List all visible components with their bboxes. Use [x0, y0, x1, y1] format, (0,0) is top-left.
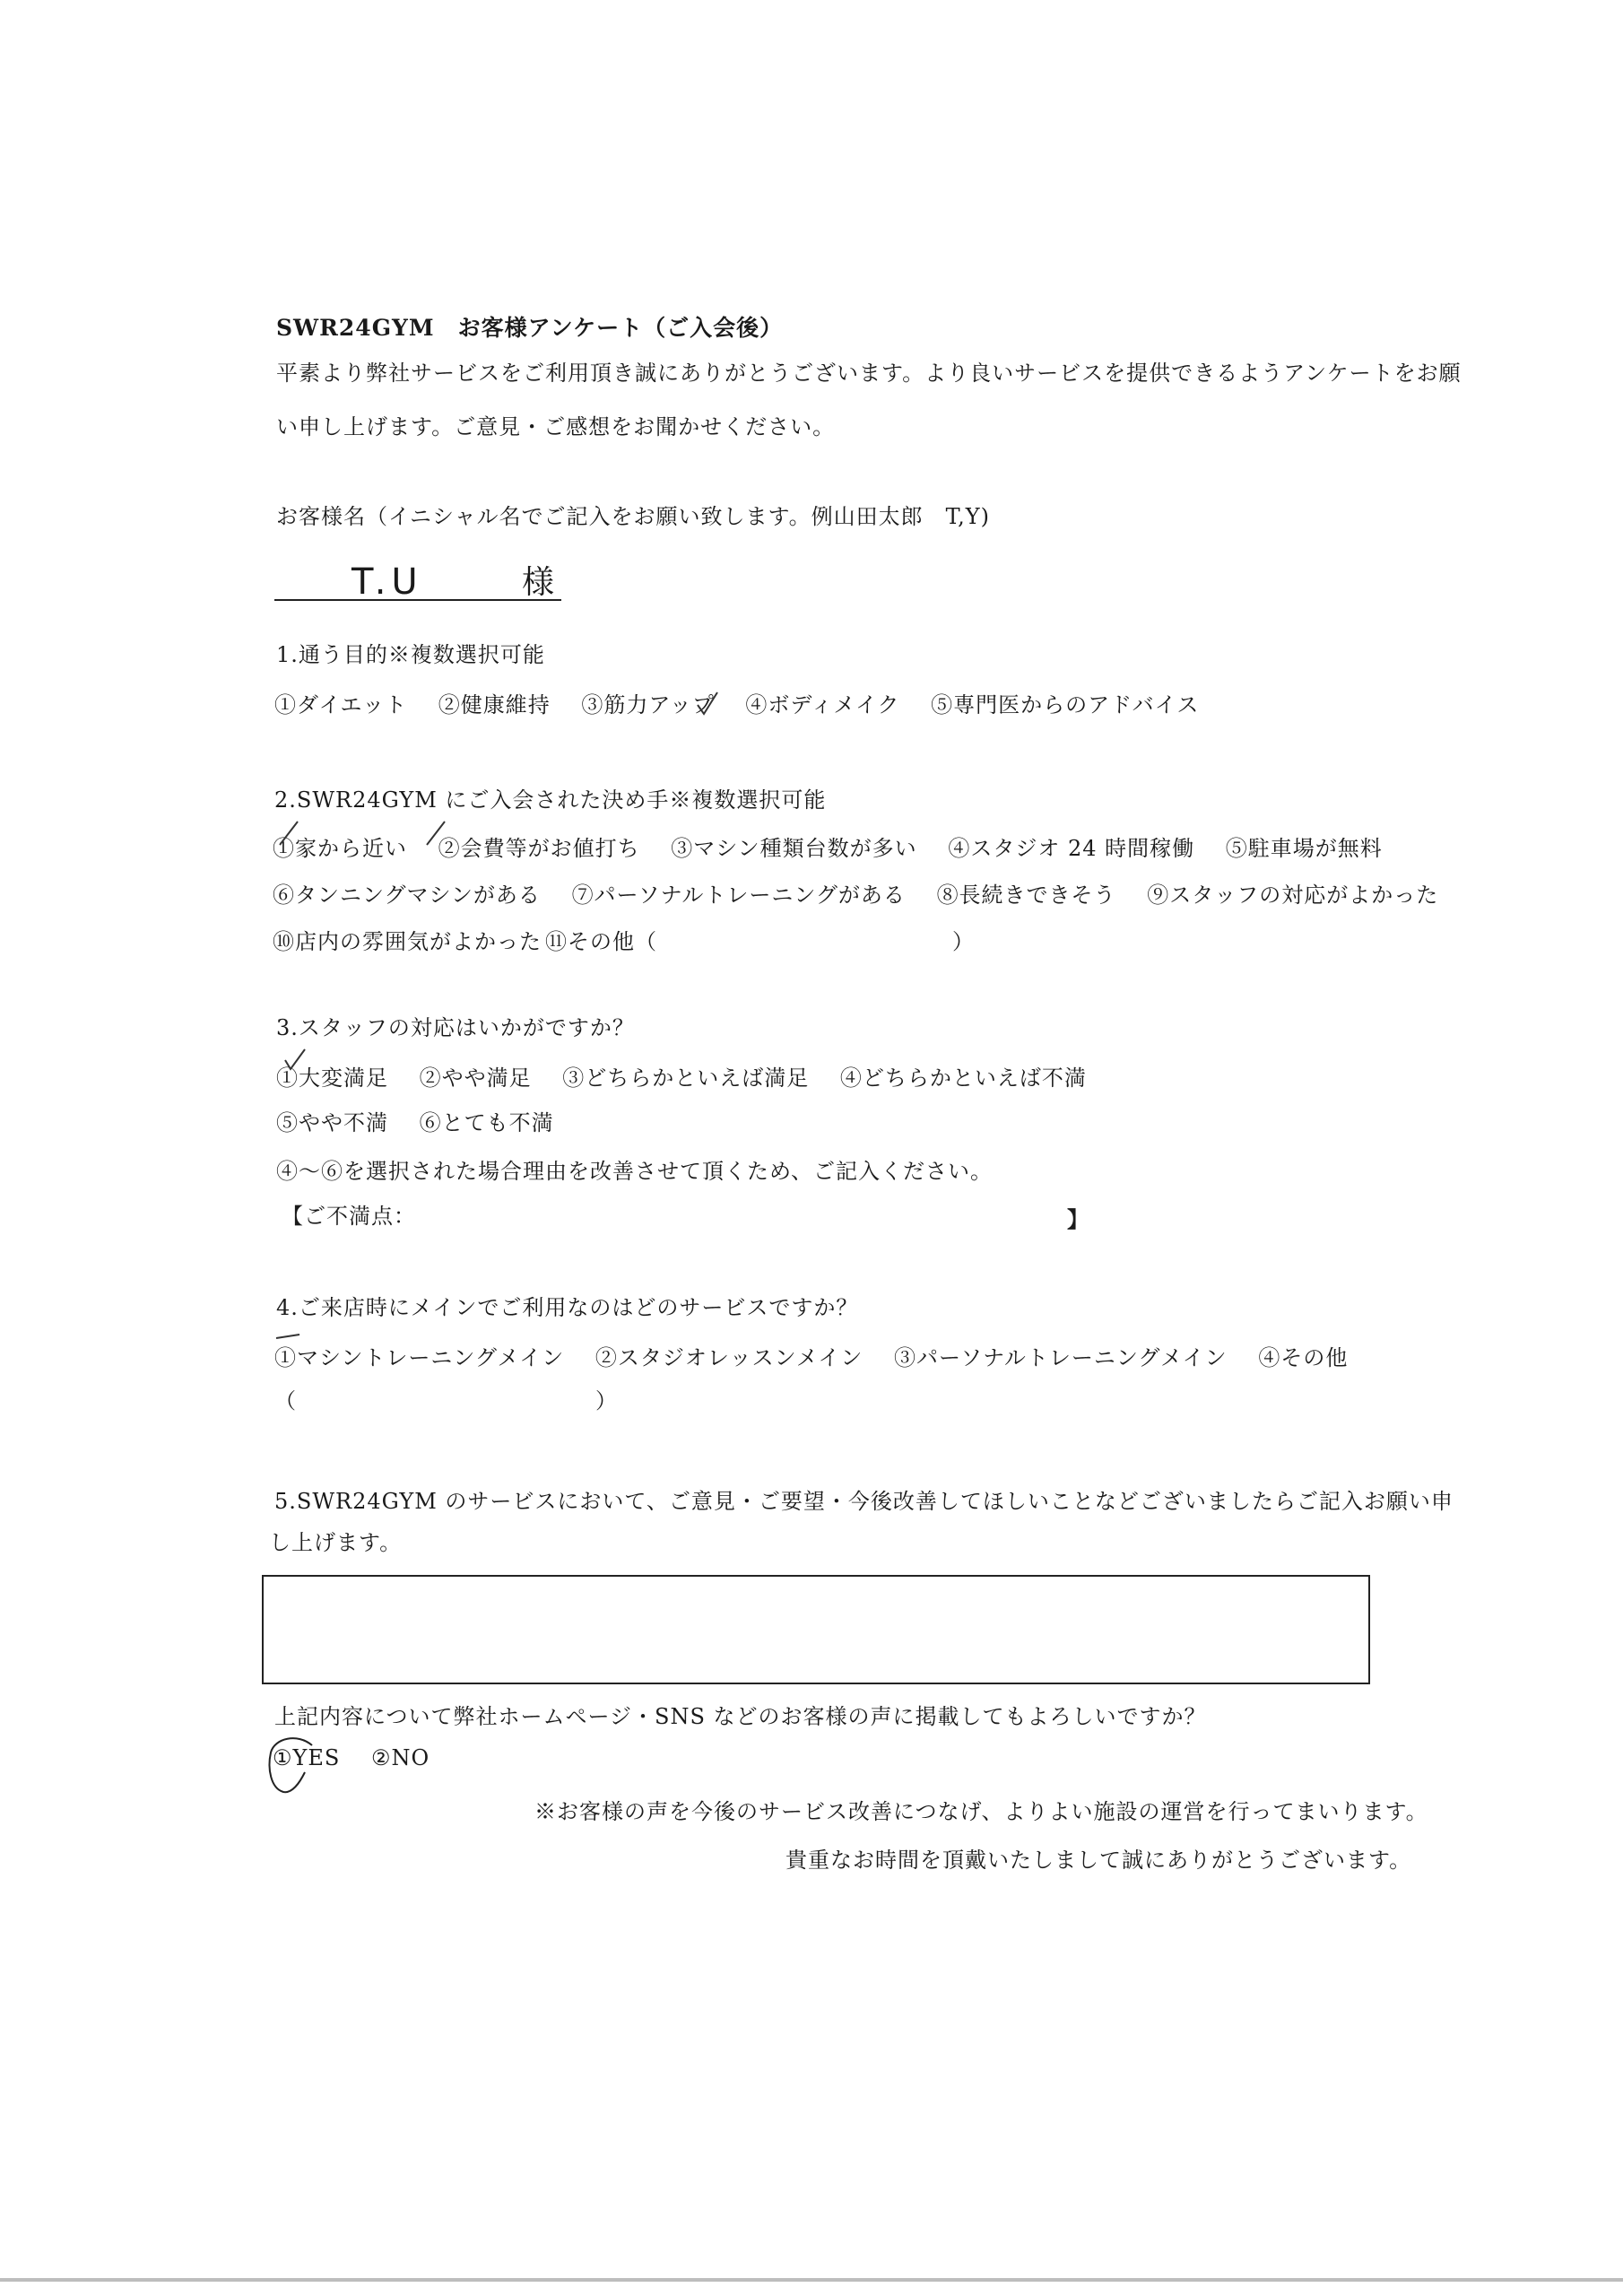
q3-row-1 — [276, 1064, 1110, 1092]
q4-question: 4.ご来店時にメインでご利用なのはどのサービスですか？ — [276, 1295, 859, 1320]
q1-question: 1.通う目的※複数選択可能 — [276, 642, 545, 667]
q3-note: ④～⑥を選択された場合理由を改善させて頂くため、ご記入ください。 — [276, 1159, 994, 1184]
q3-option-very-dissatisfied[interactable]: ⑥とても不満 — [419, 1110, 554, 1135]
q2-option-tanning[interactable]: ⑥タンニングマシンがある — [273, 883, 541, 908]
q3-complaint-label[interactable]: 【ご不満点： — [282, 1204, 416, 1229]
q2-option-other[interactable]: ⑪その他（ — [545, 929, 657, 954]
q4-option-other[interactable]: ④その他 — [1258, 1345, 1349, 1370]
footer-line-1: ※お客様の声を今後のサービス改善につなげ、よりよい施設の運営を行ってまいります。 — [534, 1799, 1428, 1824]
q2-check-near-home-icon — [274, 820, 301, 847]
q1-option-diet[interactable]: ①ダイエット — [274, 692, 408, 718]
publish-question: 上記内容について弊社ホームページ・SNS などのお客様の声に掲載してもよろしいですか？ — [274, 1704, 1207, 1729]
q2-option-machines[interactable]: ③マシン種類台数が多い — [671, 836, 917, 861]
q2-option-fee[interactable]: ②会費等がお値打ち — [438, 836, 640, 861]
q5-question-line-2: し上げます。 — [269, 1530, 403, 1555]
q2-option-atmosphere[interactable]: ⑩店内の雰囲気がよかった — [273, 929, 542, 954]
q4-option-studio[interactable]: ②スタジオレッスンメイン — [595, 1345, 864, 1370]
q3-option-somewhat-dissatisfied[interactable]: ④どちらかといえば不満 — [839, 1065, 1087, 1091]
intro-line-1: 平素より弊社サービスをご利用頂き誠にありがとうございます。より良いサービスを提供できるようアンケートをお願 — [276, 361, 1462, 386]
q4-other-open: （ — [274, 1388, 297, 1413]
q4-options — [274, 1344, 1371, 1372]
scan-bottom-edge — [0, 2278, 1623, 2282]
name-suffix: 様 — [522, 564, 556, 601]
q2-question: 2.SWR24GYM にご入会された決め手※複数選択可能 — [274, 787, 827, 813]
name-label: お客様名（イニシャル名でご記入をお願い致します。例山田太郎 T,Y) — [276, 504, 990, 529]
q5-question-line-1: 5.SWR24GYM のサービスにおいて、ご意見・ご要望・今後改善してほしいことなどございましたらご記入お願い申 — [274, 1489, 1454, 1514]
q3-option-somewhat-satisfied[interactable]: ③どちらかといえば満足 — [562, 1065, 810, 1091]
q2-option-personal[interactable]: ⑦パーソナルトレーニングがある — [571, 883, 906, 908]
q3-option-very-satisfied[interactable]: ①大変満足 — [276, 1065, 388, 1091]
q3-option-satisfied[interactable]: ②やや満足 — [419, 1065, 532, 1091]
survey-title: SWR24GYM お客様アンケート（ご入会後） — [276, 315, 784, 341]
q2-option-continue[interactable]: ⑧長続きできそう — [936, 883, 1116, 908]
q2-option-near-home[interactable]: ①家から近い — [273, 836, 407, 861]
q2-option-staff[interactable]: ⑨スタッフの対応がよかった — [1147, 883, 1439, 908]
q3-row-2 — [276, 1109, 577, 1137]
publish-option-no[interactable]: ②NO — [370, 1745, 430, 1770]
handwritten-initials: T.U — [352, 561, 423, 603]
q1-option-advice[interactable]: ⑤専門医からのアドバイス — [931, 692, 1200, 718]
q2-row-2 — [273, 881, 1462, 909]
publish-option-yes[interactable]: ①YES — [273, 1745, 341, 1770]
q2-option-studio-24h[interactable]: ④スタジオ 24 時間稼働 — [948, 836, 1195, 861]
q1-option-bodymake[interactable]: ④ボディメイク — [745, 692, 900, 718]
q3-complaint-close: 】 — [1067, 1206, 1089, 1232]
q1-option-health[interactable]: ②健康維持 — [438, 692, 551, 718]
publish-yes-circle-icon — [262, 1726, 360, 1797]
q4-option-machine[interactable]: ①マシントレーニングメイン — [274, 1345, 565, 1370]
q4-check-machine-icon — [274, 1333, 301, 1360]
footer-line-2: 貴重なお時間を頂戴いたしまして誠にありがとうございます。 — [785, 1848, 1412, 1873]
q4-option-personal[interactable]: ③パーソナルトレーニングメイン — [894, 1345, 1228, 1370]
q2-other-close: ） — [952, 929, 975, 954]
q2-option-parking[interactable]: ⑤駐車場が無料 — [1225, 836, 1383, 861]
q3-check-very-satisfied-icon — [282, 1048, 308, 1074]
q3-option-dissatisfied[interactable]: ⑤やや不満 — [276, 1110, 388, 1135]
q5-answer-box[interactable] — [262, 1575, 1370, 1684]
q1-option-muscle[interactable]: ③筋力アップ — [581, 692, 715, 718]
q1-check-mark-icon — [694, 691, 721, 718]
q3-question: 3.スタッフの対応はいかがですか？ — [276, 1015, 635, 1040]
q1-options — [274, 691, 1222, 719]
q4-other-close: ） — [595, 1388, 618, 1413]
intro-line-2: い申し上げます。ご意見・ご感想をお聞かせください。 — [276, 414, 836, 439]
q2-check-fee-icon — [421, 820, 448, 847]
